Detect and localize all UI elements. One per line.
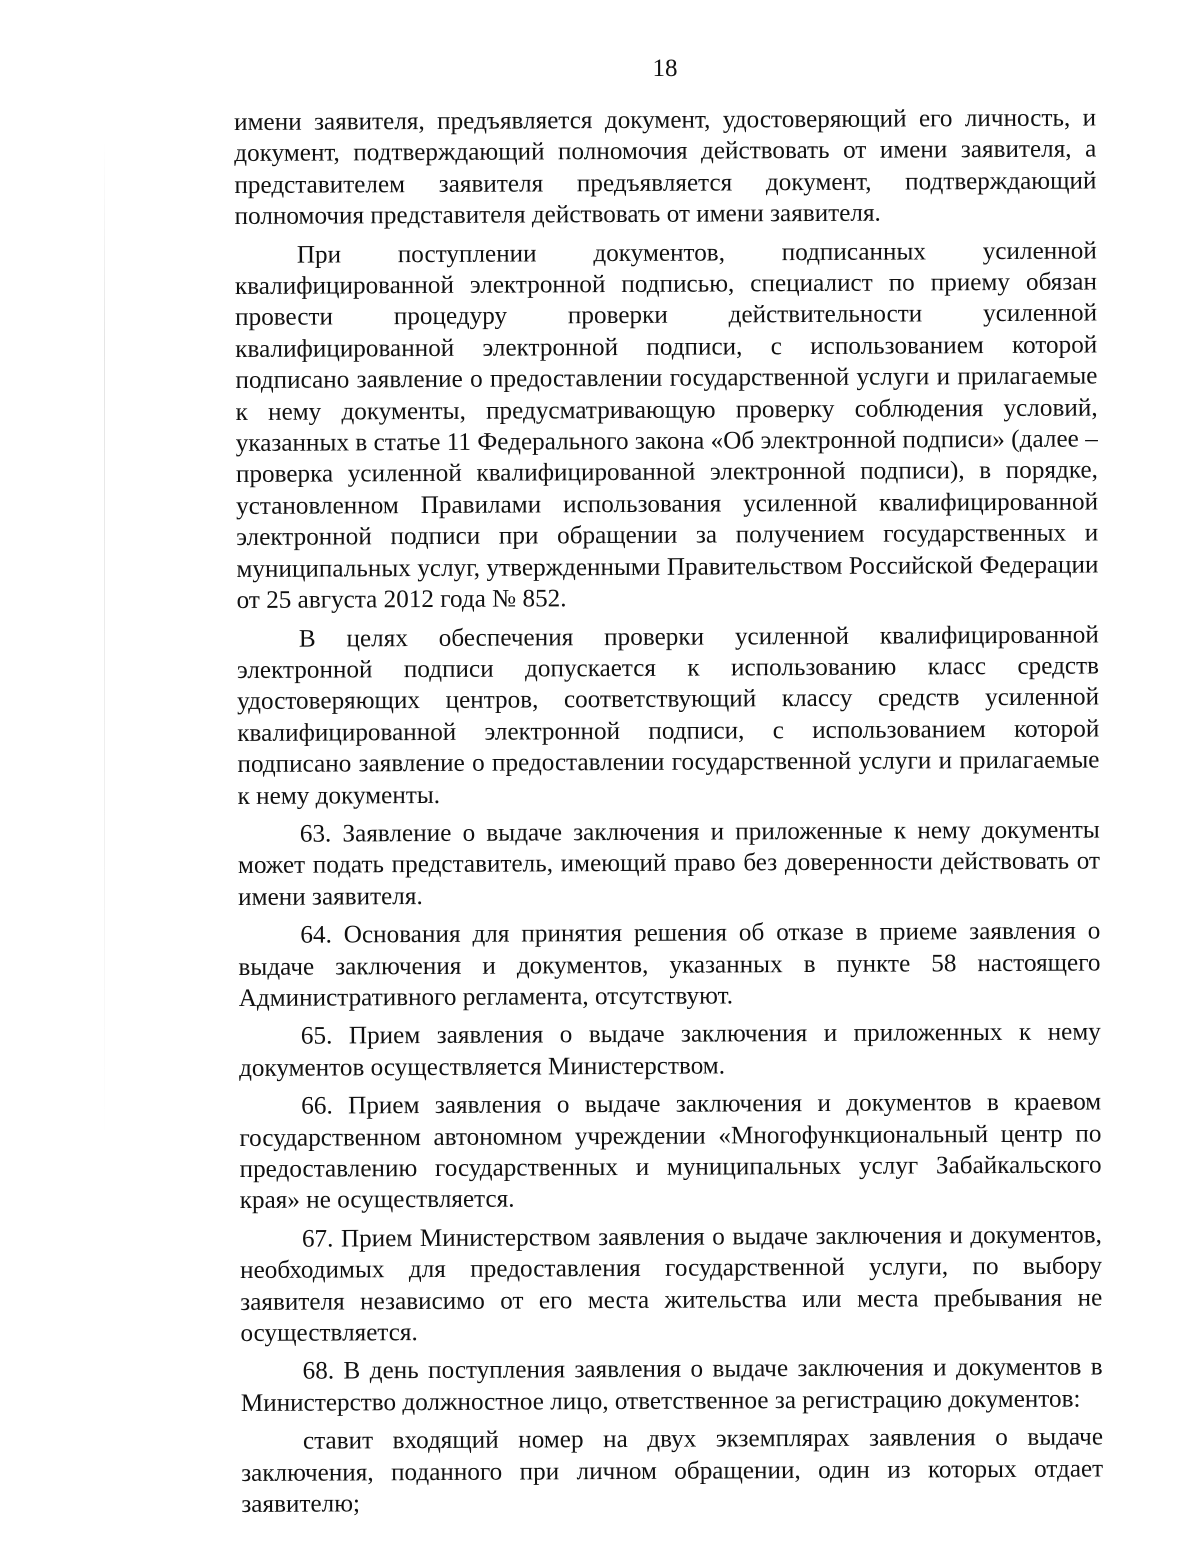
paragraph-continuation: имени заявителя, предъявляется документ, удостоверяющий его личность, и документ, подтверждающий полномочия действовать от имени заявителя, а представителем заявителя предъявляется документ, подтверждающий полномочия представителя действовать от имени заявителя. (234, 104, 1097, 231)
document-body (234, 102, 1103, 1527)
page-number: 18 (652, 55, 678, 82)
paragraph-67: 67. Прием Министерством заявления о выдаче заключения и документов, необходимых для предоставления государственной услуги, по выбору заявителя независимо от его места жительства или места пребывания не осуществляется. (240, 1221, 1103, 1348)
paragraph-signature-verification: При поступлении документов, подписанных усиленной квалифицированной электронной подписью, специалист по приему обязан провести процедуру проверки действительности усиленной квалифицированной электронной подписи, с использованием которой подписано заявление о предоставлении государственной услуги и прилагаемые к нему документы, предусматривающую проверку соблюдения условий, указанных в статье 11 Федерального закона «Об электронной подписи» (далее – проверка усиленной квалифицированной электронной подписи), в порядке, установленном Правилами использования усиленной квалифицированной электронной подписи при обращении за получением государственных и муниципальных услуг, утвержденными Правительством Российской Федерации от 25 августа 2012 года № 852. (234, 237, 1099, 615)
paragraph-66: 66. Прием заявления о выдаче заключения и документов в краевом государственном автономном учреждении «Многофункциональный центр по предоставлению государственных и муниципальных услуг Забайкальского края» не осуществляется. (239, 1088, 1102, 1215)
paragraph-65: 65. Прием заявления о выдаче заключения и приложенных к нему документов осуществляется Министерством. (238, 1018, 1101, 1082)
scan-edge-shadow (104, 140, 105, 1140)
paragraph-68-item: ставит входящий номер на двух экземплярах заявления о выдаче заключения, поданного при личном обращении, один из которых отдает заявителю; (241, 1423, 1104, 1519)
paragraph-verification-tools: В целях обеспечения проверки усиленной квалифицированной электронной подписи допускается к использованию класс средств удостоверяющих центров, соответствующий классу средств усиленной квалифицированной электронной подписи, с использованием которой подписано заявление о предоставлении государственной услуги и прилагаемые к нему документы. (236, 620, 1100, 810)
paragraph-64: 64. Основания для принятия решения об отказе в приеме заявления о выдаче заключения и документов, указанных в пункте 58 настоящего Административного регламента, отсутствуют. (238, 917, 1101, 1012)
paragraph-68: 68. В день поступления заявления о выдаче заключения и документов в Министерство должностное лицо, ответственное за регистрацию документов: (240, 1353, 1103, 1417)
paragraph-63: 63. Заявление о выдаче заключения и приложенные к нему документы может подать представитель, имеющий право без доверенности действовать от имени заявителя. (237, 816, 1101, 911)
